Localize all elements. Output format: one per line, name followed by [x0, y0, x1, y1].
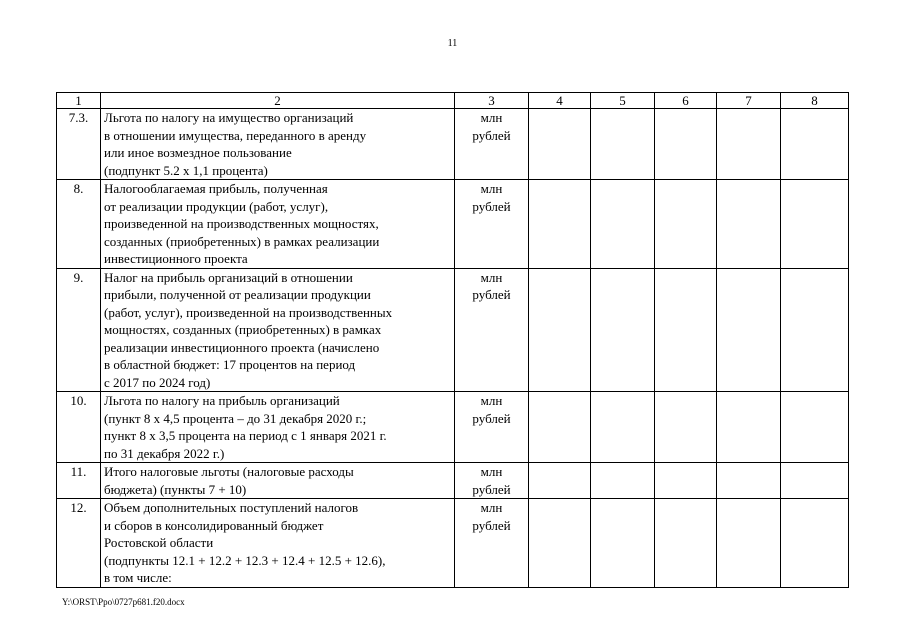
description-line: (подпункты 12.1 + 12.2 + 12.3 + 12.4 + 12.5 + 12.6),	[104, 552, 386, 568]
table-row	[57, 109, 849, 180]
empty-value-cell	[655, 109, 717, 180]
empty-value-cell	[529, 392, 591, 463]
unit-line: рублей	[472, 481, 511, 497]
description-line: и сборов в консолидированный бюджет	[104, 517, 324, 533]
empty-value-cell	[591, 392, 655, 463]
unit-line: млн	[480, 110, 503, 125]
empty-value-cell	[781, 109, 849, 180]
empty-value-cell	[591, 180, 655, 269]
table-row	[57, 180, 849, 269]
header-cell: 2	[101, 93, 455, 109]
table-row	[57, 463, 849, 499]
description-line: мощностях, созданных (приобретенных) в рамках	[104, 322, 382, 337]
empty-value-cell	[655, 463, 717, 499]
empty-value-cell	[591, 463, 655, 499]
description-line: созданных (приобретенных) в рамках реализации	[104, 233, 380, 249]
empty-value-cell	[529, 268, 591, 392]
unit-line: млн	[480, 181, 503, 196]
description-line: (работ, услуг), произведенной на производственных	[104, 304, 393, 320]
table-row	[57, 268, 849, 392]
unit-line: млн	[480, 464, 503, 479]
empty-value-cell	[717, 463, 781, 499]
table-header-row	[57, 93, 849, 109]
unit-line: млн	[480, 393, 503, 408]
description-line: Налог на прибыль организаций в отношении	[104, 269, 353, 285]
description-line: бюджета) (пункты 7 + 10)	[104, 481, 247, 497]
empty-value-cell	[781, 463, 849, 499]
description-line: Итого налоговые льготы (налоговые расходы	[104, 464, 354, 479]
empty-value-cell	[781, 392, 849, 463]
header-cell: 8	[781, 93, 849, 109]
row-description	[101, 463, 455, 499]
header-cell: 3	[455, 93, 529, 109]
description-line: или иное возмездное пользование	[104, 145, 292, 160]
description-line: (пункт 8 х 4,5 процента – до 31 декабря 2020 г.;	[104, 410, 367, 426]
unit-line: рублей	[472, 517, 511, 533]
row-description	[101, 499, 455, 588]
description-line: от реализации продукции (работ, услуг),	[104, 198, 329, 214]
description-line: реализации инвестиционного проекта (начислено	[104, 339, 380, 355]
row-unit	[455, 180, 529, 269]
empty-value-cell	[655, 180, 717, 269]
empty-value-cell	[591, 268, 655, 392]
empty-value-cell	[717, 392, 781, 463]
page-number: 11	[447, 38, 458, 49]
empty-value-cell	[781, 180, 849, 269]
table-row	[57, 392, 849, 463]
row-unit	[455, 499, 529, 588]
description-line: Льгота по налогу на имущество организаций	[104, 110, 354, 125]
row-unit	[455, 392, 529, 463]
empty-value-cell	[529, 463, 591, 499]
description-line: Льгота по налогу на прибыль организаций	[104, 393, 340, 408]
empty-value-cell	[781, 268, 849, 392]
footer-file-path: Y:\ORST\Ppo\0727p681.f20.docx	[62, 597, 185, 607]
row-unit	[455, 268, 529, 392]
description-line: инвестиционного проекта	[104, 251, 248, 266]
row-description	[101, 180, 455, 269]
header-cell: 1	[57, 93, 101, 109]
description-line: в областной бюджет: 17 процентов на период	[104, 357, 356, 372]
empty-value-cell	[717, 109, 781, 180]
unit-line: млн	[480, 500, 503, 515]
unit-line: млн	[480, 269, 503, 285]
description-line: Объем дополнительных поступлений налогов	[104, 500, 359, 515]
empty-value-cell	[655, 392, 717, 463]
empty-value-cell	[717, 180, 781, 269]
description-line: по 31 декабря 2022 г.)	[104, 445, 225, 461]
row-unit	[455, 463, 529, 499]
row-number: 7.3.	[57, 109, 101, 180]
empty-value-cell	[655, 268, 717, 392]
row-description	[101, 392, 455, 463]
empty-value-cell	[529, 180, 591, 269]
empty-value-cell	[717, 499, 781, 588]
row-number: 9.	[57, 268, 101, 392]
empty-value-cell	[529, 499, 591, 588]
description-line: в том числе:	[104, 570, 172, 585]
row-description	[101, 268, 455, 392]
header-cell: 4	[529, 93, 591, 109]
description-line: (подпункт 5.2 х 1,1 процента)	[104, 162, 268, 178]
empty-value-cell	[591, 109, 655, 180]
unit-line: рублей	[472, 410, 511, 426]
description-line: Налогооблагаемая прибыль, полученная	[104, 181, 328, 196]
empty-value-cell	[781, 499, 849, 588]
header-cell: 7	[717, 93, 781, 109]
row-number: 11.	[57, 463, 101, 499]
header-cell: 6	[655, 93, 717, 109]
description-line: прибыли, полученной от реализации продукции	[104, 287, 371, 302]
indicator-table	[56, 92, 849, 588]
row-unit	[455, 109, 529, 180]
unit-line: рублей	[472, 127, 511, 143]
row-description	[101, 109, 455, 180]
description-line: пункт 8 х 3,5 процента на период с 1 января 2021 г.	[104, 428, 387, 443]
row-number: 12.	[57, 499, 101, 588]
description-line: произведенной на производственных мощностях,	[104, 216, 379, 231]
empty-value-cell	[529, 109, 591, 180]
header-cell: 5	[591, 93, 655, 109]
description-line: с 2017 по 2024 год)	[104, 374, 211, 390]
empty-value-cell	[655, 499, 717, 588]
description-line: в отношении имущества, переданного в аренду	[104, 127, 367, 143]
unit-line: рублей	[472, 198, 511, 214]
row-number: 10.	[57, 392, 101, 463]
empty-value-cell	[591, 499, 655, 588]
unit-line: рублей	[472, 287, 511, 302]
empty-value-cell	[717, 268, 781, 392]
table-row	[57, 499, 849, 588]
description-line: Ростовской области	[104, 535, 214, 550]
row-number: 8.	[57, 180, 101, 269]
